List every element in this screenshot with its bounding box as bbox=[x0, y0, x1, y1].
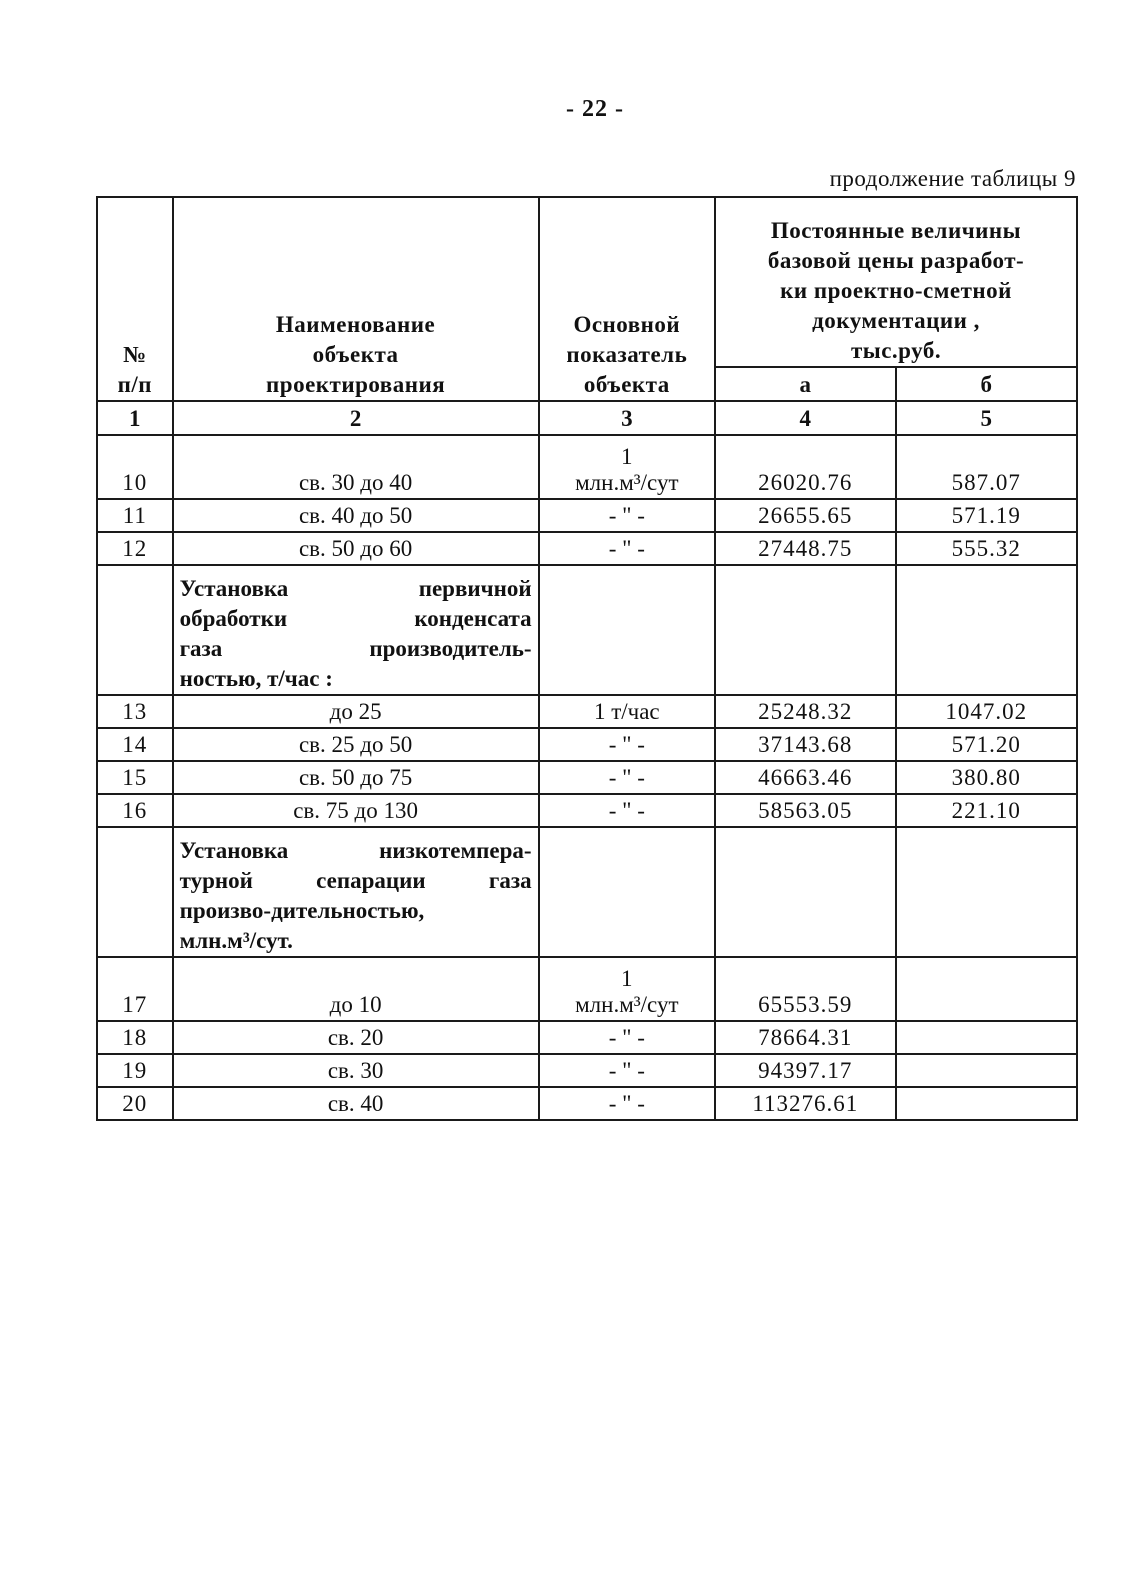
row-name: до 10 bbox=[173, 957, 539, 1021]
row-number: 17 bbox=[97, 957, 173, 1021]
row-indicator: - " - bbox=[539, 728, 715, 761]
row-number: 16 bbox=[97, 794, 173, 827]
row-indicator: - " - bbox=[539, 1054, 715, 1087]
row-number: 10 bbox=[97, 435, 173, 499]
section-row bbox=[97, 827, 1077, 957]
row-number: 18 bbox=[97, 1021, 173, 1054]
header-constants: Постоянные величины базовой цены разработ- ки проектно-сметной документации , тыс.руб. bbox=[715, 197, 1077, 367]
empty-cell bbox=[896, 827, 1078, 957]
column-number: 5 bbox=[896, 401, 1078, 435]
row-value-b: 555.32 bbox=[896, 532, 1078, 565]
row-indicator: 1 т/час bbox=[539, 695, 715, 728]
price-table bbox=[96, 196, 1078, 1121]
empty-cell bbox=[715, 565, 895, 695]
empty-cell bbox=[539, 565, 715, 695]
table-row bbox=[97, 957, 1077, 1021]
header-indicator: Основной показатель объекта bbox=[539, 197, 715, 401]
row-value-a: 113276.61 bbox=[715, 1087, 895, 1120]
row-value-b: 587.07 bbox=[896, 435, 1078, 499]
row-name: св. 75 до 130 bbox=[173, 794, 539, 827]
row-number: 12 bbox=[97, 532, 173, 565]
table-row bbox=[97, 1021, 1077, 1054]
row-name: св. 40 до 50 bbox=[173, 499, 539, 532]
empty-cell bbox=[539, 827, 715, 957]
row-name: св. 25 до 50 bbox=[173, 728, 539, 761]
row-value-b: 380.80 bbox=[896, 761, 1078, 794]
table-row bbox=[97, 761, 1077, 794]
header-row bbox=[97, 197, 1077, 367]
row-indicator: - " - bbox=[539, 1021, 715, 1054]
row-value-b bbox=[896, 1054, 1078, 1087]
row-name: св. 40 bbox=[173, 1087, 539, 1120]
row-value-b: 571.19 bbox=[896, 499, 1078, 532]
row-value-b: 221.10 bbox=[896, 794, 1078, 827]
row-number: 19 bbox=[97, 1054, 173, 1087]
row-indicator: - " - bbox=[539, 532, 715, 565]
row-number: 14 bbox=[97, 728, 173, 761]
row-value-a: 26655.65 bbox=[715, 499, 895, 532]
row-indicator: - " - bbox=[539, 1087, 715, 1120]
row-indicator: - " - bbox=[539, 794, 715, 827]
table-caption: продолжение таблицы 9 bbox=[829, 166, 1076, 191]
row-value-a: 78664.31 bbox=[715, 1021, 895, 1054]
row-indicator: 1 млн.м³/сут bbox=[539, 435, 715, 499]
table-row bbox=[97, 728, 1077, 761]
column-numbers-row bbox=[97, 401, 1077, 435]
table-row bbox=[97, 1054, 1077, 1087]
section-description: Установка первичной обработки конденсата газа производитель- ностью, т/час : bbox=[173, 565, 539, 695]
empty-cell bbox=[896, 565, 1078, 695]
row-value-a: 65553.59 bbox=[715, 957, 895, 1021]
column-number: 1 bbox=[97, 401, 173, 435]
row-name: св. 50 до 60 bbox=[173, 532, 539, 565]
section-description: Установка низкотемпера- турной сепарации газа произво-дительностью, млн.м³/сут. bbox=[173, 827, 539, 957]
row-name: св. 30 до 40 bbox=[173, 435, 539, 499]
row-value-a: 58563.05 bbox=[715, 794, 895, 827]
table-row bbox=[97, 695, 1077, 728]
row-value-b: 1047.02 bbox=[896, 695, 1078, 728]
row-value-a: 25248.32 bbox=[715, 695, 895, 728]
header-number: № п/п bbox=[97, 197, 173, 401]
row-name: до 25 bbox=[173, 695, 539, 728]
table-row bbox=[97, 1087, 1077, 1120]
row-number: 11 bbox=[97, 499, 173, 532]
page-number: - 22 - bbox=[566, 96, 624, 122]
empty-cell bbox=[97, 565, 173, 695]
row-indicator: 1 млн.м³/сут bbox=[539, 957, 715, 1021]
row-number: 20 bbox=[97, 1087, 173, 1120]
row-value-b bbox=[896, 1087, 1078, 1120]
row-indicator: - " - bbox=[539, 761, 715, 794]
row-value-a: 94397.17 bbox=[715, 1054, 895, 1087]
row-value-a: 27448.75 bbox=[715, 532, 895, 565]
column-number: 2 bbox=[173, 401, 539, 435]
header-sub-a: а bbox=[715, 367, 895, 401]
section-row bbox=[97, 565, 1077, 695]
header-sub-b: б bbox=[896, 367, 1078, 401]
row-value-b bbox=[896, 1021, 1078, 1054]
table-row bbox=[97, 794, 1077, 827]
row-name: св. 50 до 75 bbox=[173, 761, 539, 794]
table-row bbox=[97, 532, 1077, 565]
row-value-b: 571.20 bbox=[896, 728, 1078, 761]
empty-cell bbox=[715, 827, 895, 957]
row-number: 13 bbox=[97, 695, 173, 728]
row-indicator: - " - bbox=[539, 499, 715, 532]
column-number: 3 bbox=[539, 401, 715, 435]
row-value-a: 46663.46 bbox=[715, 761, 895, 794]
row-number: 15 bbox=[97, 761, 173, 794]
table-row bbox=[97, 435, 1077, 499]
row-name: св. 20 bbox=[173, 1021, 539, 1054]
row-name: св. 30 bbox=[173, 1054, 539, 1087]
row-value-a: 37143.68 bbox=[715, 728, 895, 761]
row-value-a: 26020.76 bbox=[715, 435, 895, 499]
table-row bbox=[97, 499, 1077, 532]
row-value-b bbox=[896, 957, 1078, 1021]
header-object-name: Наименование объекта проектирования bbox=[173, 197, 539, 401]
empty-cell bbox=[97, 827, 173, 957]
column-number: 4 bbox=[715, 401, 895, 435]
